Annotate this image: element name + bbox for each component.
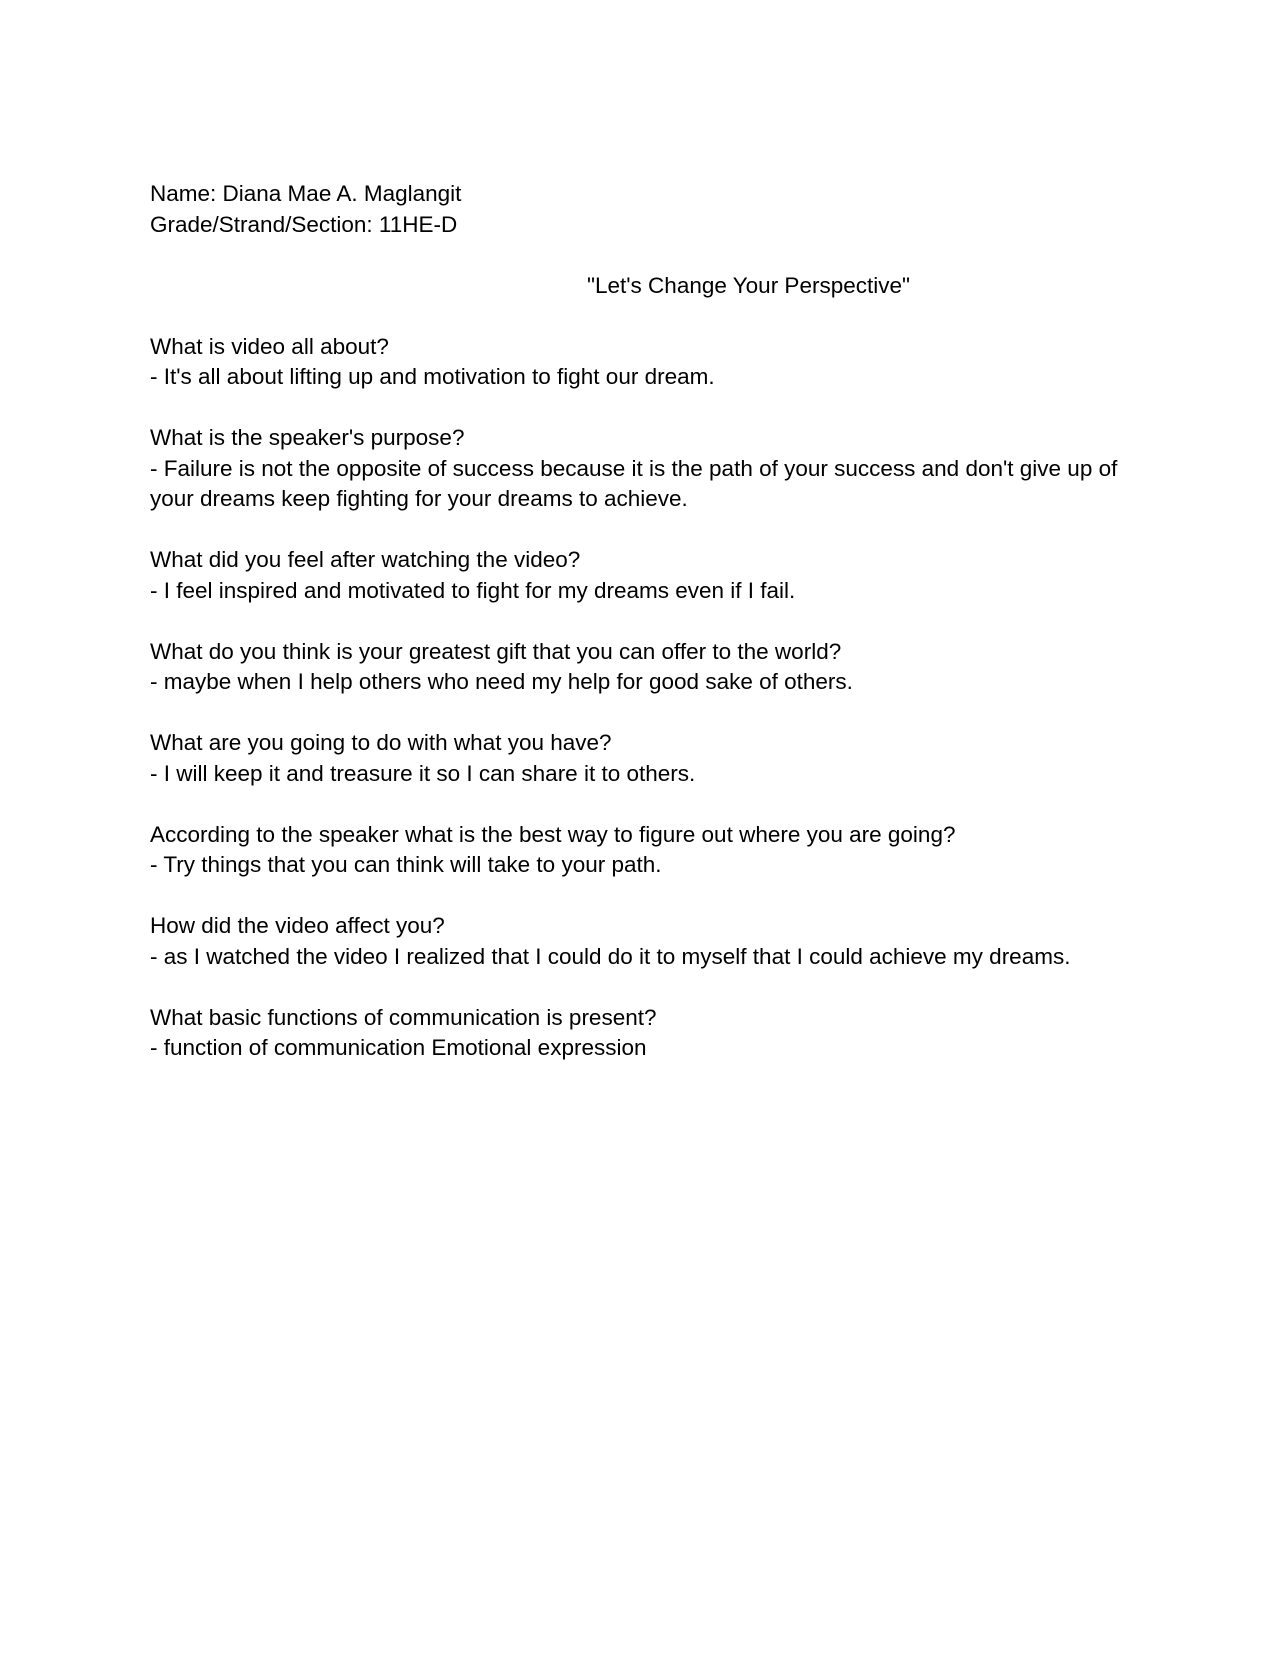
student-grade-section: Grade/Strand/Section: 11HE-D bbox=[150, 211, 458, 237]
qa-item bbox=[150, 911, 1130, 972]
answer: - I will keep it and treasure it so I can share it to others. bbox=[150, 760, 696, 786]
answer: - as I watched the video I realized that I could do it to myself that I could achieve my dreams. bbox=[150, 943, 1071, 969]
question: What is the speaker's purpose? bbox=[150, 425, 465, 450]
qa-item bbox=[150, 332, 1130, 393]
qa-item bbox=[150, 545, 1130, 606]
question: What did you feel after watching the video? bbox=[150, 547, 581, 572]
answer: - Failure is not the opposite of success because it is the path of your success and don't give up of your dreams keep fighting for your dreams to achieve. bbox=[150, 455, 1118, 511]
question: What basic functions of communication is present? bbox=[150, 1004, 657, 1030]
answer: - function of communication Emotional expression bbox=[150, 1035, 647, 1060]
qa-item bbox=[150, 728, 1130, 789]
answer: - It's all about lifting up and motivation to fight our dream. bbox=[150, 364, 715, 389]
answer: - I feel inspired and motivated to fight for my dreams even if I fail. bbox=[150, 577, 796, 603]
answer: - maybe when I help others who need my help for good sake of others. bbox=[150, 669, 853, 694]
qa-item bbox=[150, 637, 1130, 698]
question: What are you going to do with what you have? bbox=[150, 730, 612, 755]
document-title: "Let's Change Your Perspective" bbox=[587, 272, 910, 298]
qa-item bbox=[150, 820, 1130, 881]
qa-item bbox=[150, 1003, 1130, 1064]
question: According to the speaker what is the best way to figure out where you are going? bbox=[150, 821, 956, 847]
answer: - Try things that you can think will take to your path. bbox=[150, 852, 662, 877]
question: What do you think is your greatest gift that you can offer to the world? bbox=[150, 638, 842, 664]
document-body bbox=[150, 179, 1130, 1064]
qa-item bbox=[150, 423, 1130, 515]
question: What is video all about? bbox=[150, 333, 389, 359]
question: How did the video affect you? bbox=[150, 913, 445, 938]
student-name: Name: Diana Mae A. Maglangit bbox=[150, 181, 462, 206]
